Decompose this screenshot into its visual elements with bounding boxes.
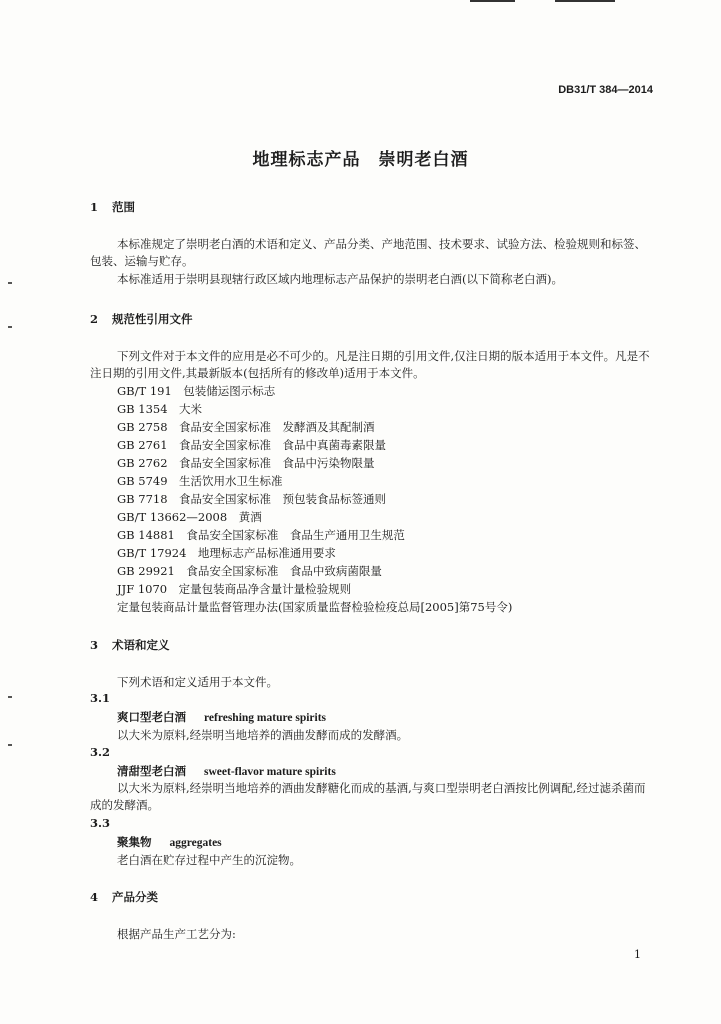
section-title: 产品分类 (112, 890, 158, 904)
page-number: 1 (634, 948, 641, 961)
section-3-heading (90, 637, 170, 653)
scan-mark (8, 696, 12, 698)
reference-item: JJF 1070 定量包装商品净含量计量检验规则 (117, 582, 352, 596)
section-title: 规范性引用文件 (112, 312, 193, 326)
document-title: 地理标志产品 崇明老白酒 (252, 150, 469, 170)
reference-item: GB 2762 食品安全国家标准 食品中污染物限量 (117, 456, 375, 470)
term-en: refreshing mature spirits (204, 712, 327, 724)
reference-item: 定量包装商品计量监督管理办法(国家质量监督检验检疫总局[2005]第75号令) (117, 600, 513, 614)
section-4-heading (90, 889, 158, 905)
reference-item: GB 2761 食品安全国家标准 食品中真菌毒素限量 (117, 438, 387, 452)
section-1-heading (90, 199, 135, 215)
term-definition: 以大米为原料,经崇明当地培养的酒曲发酵糖化而成的基酒,与爽口型崇明老白酒按比例调配,经过滤杀菌而成的发酵酒。 (90, 781, 646, 812)
section-2-heading (90, 311, 193, 327)
section-title: 术语和定义 (112, 638, 170, 652)
section-number: 4 (90, 890, 99, 904)
reference-item: GB 5749 生活饮用水卫生标准 (117, 474, 283, 488)
paragraph: 本标准适用于崇明县现辖行政区域内地理标志产品保护的崇明老白酒(以下简称老白酒)。 (117, 272, 563, 286)
reference-item: GB 7718 食品安全国家标准 预包装食品标签通则 (117, 492, 387, 506)
scan-mark-top (470, 0, 515, 2)
clause-number: 3.3 (90, 816, 111, 830)
paragraph: 下列术语和定义适用于本文件。 (117, 675, 278, 689)
clause-number: 3.1 (90, 691, 111, 705)
clause-number: 3.2 (90, 745, 111, 759)
scan-mark (8, 282, 12, 284)
scan-mark (8, 326, 12, 328)
section-number: 1 (90, 200, 99, 214)
term-definition: 老白酒在贮存过程中产生的沉淀物。 (117, 853, 301, 867)
reference-item: GB/T 17924 地理标志产品标准通用要求 (117, 546, 336, 560)
scan-mark-top-2 (555, 0, 615, 2)
term-zh: 爽口型老白酒 (117, 710, 186, 724)
term-definition: 以大米为原料,经崇明当地培养的酒曲发酵而成的发酵酒。 (117, 728, 409, 742)
term-heading (117, 763, 336, 779)
term-en: aggregates (169, 837, 222, 849)
paragraph: 本标准规定了崇明老白酒的术语和定义、产品分类、产地范围、技术要求、试验方法、检验规则和标签、包装、运输与贮存。 (90, 237, 646, 268)
term-heading (117, 834, 222, 850)
reference-item: GB 1354 大米 (117, 402, 203, 416)
term-zh: 清甜型老白酒 (117, 764, 186, 778)
section-number: 2 (90, 312, 99, 326)
section-title: 范围 (112, 200, 135, 214)
term-en: sweet-flavor mature spirits (204, 766, 336, 778)
reference-item: GB/T 13662—2008 黄酒 (117, 510, 262, 524)
reference-item: GB 2758 食品安全国家标准 发酵酒及其配制酒 (117, 420, 375, 434)
reference-item: GB 14881 食品安全国家标准 食品生产通用卫生规范 (117, 528, 405, 542)
section-number: 3 (90, 638, 99, 652)
paragraph: 下列文件对于本文件的应用是必不可少的。凡是注日期的引用文件,仅注日期的版本适用于本文件。凡是不注日期的引用文件,其最新版本(包括所有的修改单)适用于本文件。 (90, 349, 650, 380)
scan-mark (8, 744, 12, 746)
term-heading (117, 709, 326, 725)
term-zh: 聚集物 (117, 835, 152, 849)
standard-number: DB31/T 384—2014 (558, 84, 653, 96)
reference-item: GB 29921 食品安全国家标准 食品中致病菌限量 (117, 564, 382, 578)
reference-item: GB/T 191 包装储运图示标志 (117, 384, 276, 398)
paragraph: 根据产品生产工艺分为: (117, 927, 236, 941)
